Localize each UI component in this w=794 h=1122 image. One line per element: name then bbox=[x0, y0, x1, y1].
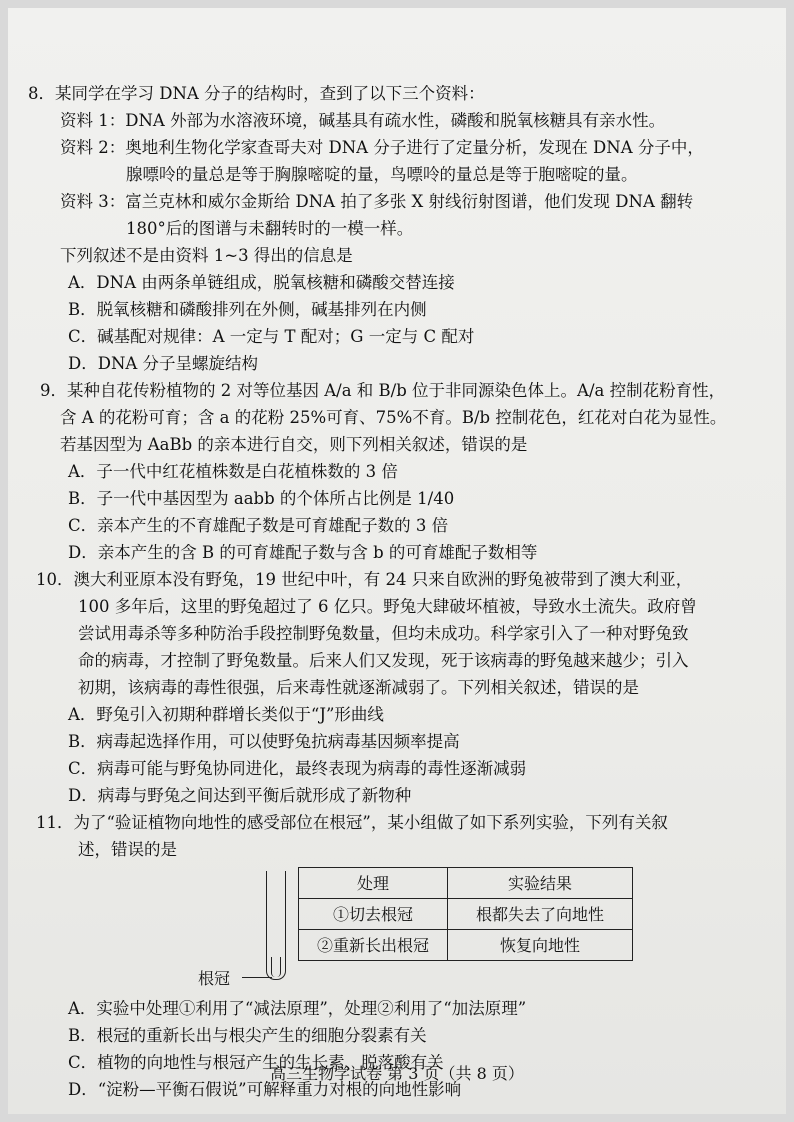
q8-material-1: 资料 1：DNA 外部为水溶液环境，碱基具有疏水性，磷酸和脱氧核糖具有亲水性。 bbox=[60, 111, 666, 130]
q8-option-c: C．碱基配对规律：A 一定与 T 配对；G 一定与 C 配对 bbox=[68, 327, 475, 346]
root-tip-drawing bbox=[271, 957, 281, 977]
q11-option-a: A．实验中处理①利用了“减法原理”，处理②利用了“加法原理” bbox=[68, 999, 527, 1018]
q9-line-2: 含 A 的花粉可育；含 a 的花粉 25%可育、75%不育。B/b 控制花色，红花对白花为显性。 bbox=[60, 408, 727, 427]
q8-material-3a: 资料 3：富兰克林和威尔金斯给 DNA 拍了多张 X 射线衍射图谱，他们发现 DNA 翻转 bbox=[60, 192, 694, 211]
q8-material-3b: 180°后的图谱与未翻转时的一模一样。 bbox=[126, 219, 414, 238]
table-row bbox=[299, 930, 633, 961]
q9-option-d: D．亲本产生的含 B 的可育雄配子数与含 b 的可育雄配子数相等 bbox=[68, 543, 538, 562]
q11-figure bbox=[28, 863, 768, 995]
q11-line-2: 述，错误的是 bbox=[78, 840, 177, 859]
q11-option-c: C．植物的向地性与根冠产生的生长素、脱落酸有关 bbox=[68, 1053, 444, 1072]
q9-line-3: 若基因型为 AaBb 的亲本进行自交，则下列相关叙述，错误的是 bbox=[60, 435, 528, 454]
q9-option-a: A．子一代中红花植株数是白花植株数的 3 倍 bbox=[68, 462, 398, 481]
q11-experiment-table bbox=[298, 867, 633, 961]
q9-option-c: C．亲本产生的不育雄配子数是可育雄配子数的 3 倍 bbox=[68, 516, 449, 535]
table-header-treatment: 处理 bbox=[299, 868, 448, 899]
table-row bbox=[299, 899, 633, 930]
q8-option-b: B．脱氧核糖和磷酸排列在外侧，碱基排列在内侧 bbox=[68, 300, 427, 319]
q9-option-b: B．子一代中基因型为 aabb 的个体所占比例是 1/40 bbox=[68, 489, 455, 508]
q10-line-1: 10．澳大利亚原本没有野兔，19 世纪中叶，有 24 只来自欧洲的野兔被带到了澳大利亚， bbox=[36, 570, 693, 589]
q8-option-d: D．DNA 分子呈螺旋结构 bbox=[68, 354, 259, 373]
table-cell: 恢复向地性 bbox=[448, 930, 633, 961]
page-content bbox=[28, 80, 768, 1103]
q10-line-3: 尝试用毒杀等多种防治手段控制野兔数量，但均未成功。科学家引入了一种对野兔致 bbox=[78, 624, 689, 643]
root-cap-label: 根冠 bbox=[198, 969, 231, 988]
table-cell: ①切去根冠 bbox=[299, 899, 448, 930]
q8-question: 下列叙述不是由资料 1~3 得出的信息是 bbox=[60, 246, 353, 265]
table-cell: 根都失去了向地性 bbox=[448, 899, 633, 930]
q9-line-1: 9．某种自花传粉植物的 2 对等位基因 A/a 和 B/b 位于非同源染色体上。A/a 控制花粉育性， bbox=[40, 381, 726, 400]
q11-option-d: D．“淀粉—平衡石假说”可解释重力对根的向地性影响 bbox=[68, 1080, 462, 1099]
q8-material-2b: 腺嘌呤的量总是等于胸腺嘧啶的量，鸟嘌呤的量总是等于胞嘧啶的量。 bbox=[126, 165, 638, 184]
q10-option-b: B．病毒起选择作用，可以使野兔抗病毒基因频率提高 bbox=[68, 732, 460, 751]
q10-option-d: D．病毒与野兔之间达到平衡后就形成了新物种 bbox=[68, 786, 412, 805]
table-cell: ②重新长出根冠 bbox=[299, 930, 448, 961]
table-row bbox=[299, 868, 633, 899]
root-cap-pointer-line bbox=[242, 977, 272, 978]
q10-option-a: A．野兔引入初期种群增长类似于“J”形曲线 bbox=[68, 705, 384, 724]
q8-option-a: A．DNA 由两条单链组成，脱氧核糖和磷酸交替连接 bbox=[68, 273, 455, 292]
exam-page bbox=[8, 8, 786, 1114]
page-footer: 高三生物学试卷 第 3 页（共 8 页） bbox=[270, 1064, 524, 1083]
q10-line-4: 命的病毒，才控制了野兔数量。后来人们又发现，死于该病毒的野兔越来越少；引入 bbox=[78, 651, 689, 670]
q8-stem: 8．某同学在学习 DNA 分子的结构时，查到了以下三个资料： bbox=[28, 84, 485, 103]
q10-option-c: C．病毒可能与野兔协同进化，最终表现为病毒的毒性逐渐减弱 bbox=[68, 759, 527, 778]
table-header-result: 实验结果 bbox=[448, 868, 633, 899]
q10-line-2: 100 多年后，这里的野兔超过了 6 亿只。野兔大肆破坏植被，导致水土流失。政府曾 bbox=[78, 597, 697, 616]
q11-line-1: 11．为了“验证植物向地性的感受部位在根冠”，某小组做了如下系列实验，下列有关叙 bbox=[36, 813, 668, 832]
q10-line-5: 初期，该病毒的毒性很强，后来毒性就逐渐减弱了。下列相关叙述，错误的是 bbox=[78, 678, 639, 697]
q11-option-b: B．根冠的重新长出与根尖产生的细胞分裂素有关 bbox=[68, 1026, 427, 1045]
q8-material-2a: 资料 2：奥地利生物化学家查哥夫对 DNA 分子进行了定量分析，发现在 DNA 分子中， bbox=[60, 138, 704, 157]
